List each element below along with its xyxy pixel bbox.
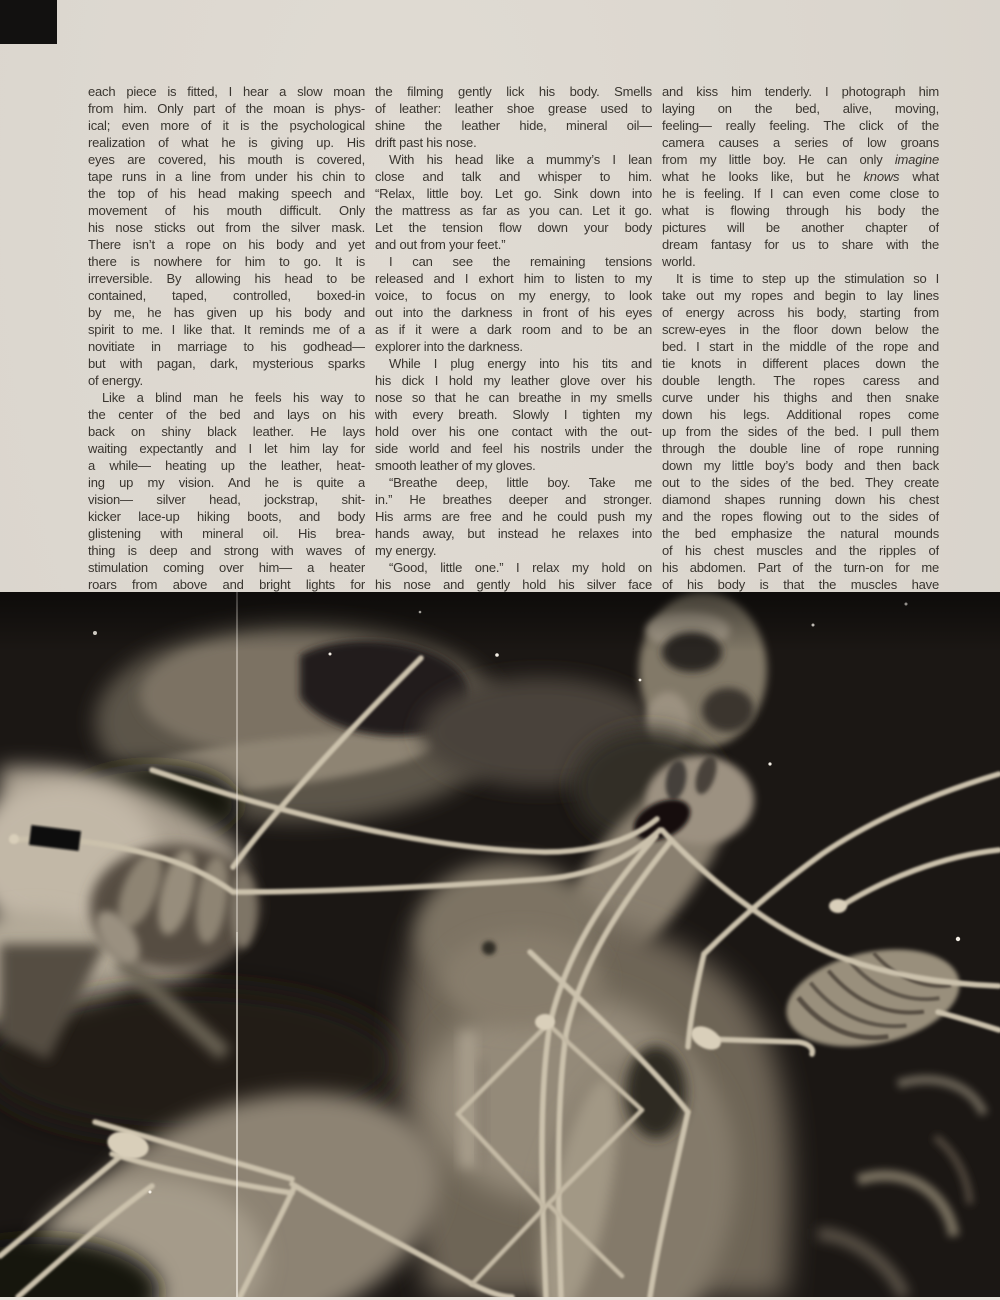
text-line: pictures will be another chapter of: [662, 220, 939, 235]
text-line: his nose sticks out from the silver mask.: [88, 220, 365, 235]
text-line: and out from your feet.”: [375, 237, 506, 252]
text-line: in.” He breathes deeper and stronger.: [375, 492, 652, 507]
text-line: screw-eyes in the floor down below the: [662, 322, 939, 337]
text-line: Let the tension flow down your body: [375, 220, 652, 235]
text-line: the top of his head making speech and: [88, 186, 365, 201]
text-line: feeling— really feeling. The click of the: [662, 118, 939, 133]
text-line: Like a blind man he feels his way to: [102, 390, 365, 405]
text-line: diamond shapes running down his chest: [662, 492, 939, 507]
text-line: laying on the bed, alive, moving,: [662, 101, 939, 116]
text-line: there is nowhere for him to go. It is: [88, 254, 365, 269]
text-line: novitiate in marriage to his godhead—: [88, 339, 365, 354]
text-line: as if it were a dark room and to be an: [375, 322, 652, 337]
text-line: realization of what he is giving up. His: [88, 135, 365, 150]
text-line: out into the darkness in front of his eyes: [375, 305, 652, 320]
text-line: irreversible. By allowing his head to be: [88, 271, 365, 286]
text-line: thing is deep and strong with waves of: [88, 543, 365, 558]
text-line: through the double line of rope running: [662, 441, 939, 456]
text-line: of his body is that the muscles have: [662, 577, 939, 592]
text-line: camera causes a series of low groans: [662, 135, 939, 150]
article-column-1: [88, 83, 365, 593]
text-line: down my little boy’s body and then back: [662, 458, 939, 473]
text-line: of energy.: [88, 373, 143, 388]
text-line: take out my ropes and begin to lay lines: [662, 288, 939, 303]
article-column-2: [375, 83, 652, 593]
text-line: explorer into the darkness.: [375, 339, 523, 354]
text-line: While I plug energy into his tits and: [389, 356, 652, 371]
text-line: a while— heating up the leather, heat-: [88, 458, 365, 473]
text-line: back on shiny black leather. He lays: [88, 424, 365, 439]
text-line: It is time to step up the stimulation so I: [676, 271, 939, 286]
text-line: what is flowing through his body the: [662, 203, 939, 218]
scan-corner-mark: [0, 0, 57, 44]
text-line: and kiss him tenderly. I photograph him: [662, 84, 939, 99]
text-line: and the ropes flowing out to the sides of: [662, 509, 939, 524]
text-line: curve under his thighs and then snake: [662, 390, 939, 405]
text-line: movement of his mouth difficult. Only: [88, 203, 365, 218]
text-line: with every breath. Slowly I tighten my: [375, 407, 652, 422]
text-line: “Breathe deep, little boy. Take me: [389, 475, 652, 490]
text-line: his dick I hold my leather glove over his: [375, 373, 652, 388]
text-line: voice, to focus on my energy, to look: [375, 288, 652, 303]
text-line: side world and feel his nostrils under the: [375, 441, 652, 456]
text-line: close and talk and whisper to him.: [375, 169, 652, 184]
text-line: hold over his one contact with the out-: [375, 424, 652, 439]
text-line: from my little boy. He can only imagine: [662, 152, 939, 167]
text-line: he is feeling. If I can even come close to: [662, 186, 939, 201]
photo-artwork: [0, 592, 1000, 1297]
text-line: waiting expectantly and I let him lay for: [88, 441, 365, 456]
text-line: his abdomen. Part of the turn-on for me: [662, 560, 939, 575]
text-line: nose so that he can breathe in my smells: [375, 390, 652, 405]
text-line: vision— silver head, jockstrap, shit-: [88, 492, 365, 507]
text-line: down his legs. Additional ropes come: [662, 407, 939, 422]
text-line: There isn’t a rope on his body and yet: [88, 237, 365, 252]
text-line: the bed emphasize the natural mounds: [662, 526, 939, 541]
text-line: world.: [662, 254, 696, 269]
text-line: With his head like a mummy’s I lean: [389, 152, 652, 167]
text-line: hands away, but instead he relaxes into: [375, 526, 652, 541]
text-line: of his chest muscles and the ripples of: [662, 543, 939, 558]
text-line: of leather: leather shoe grease used to: [375, 101, 652, 116]
text-line: I can see the remaining tensions: [389, 254, 652, 269]
text-line: up from the sides of the bed. I pull them: [662, 424, 939, 439]
text-line: “Relax, little boy. Let go. Sink down into: [375, 186, 652, 201]
text-line: his nose and gently hold his silver face: [375, 577, 652, 592]
text-line: of energy across his body, starting from: [662, 305, 939, 320]
text-line: contained, taped, controlled, boxed-in: [88, 288, 365, 303]
text-line: eyes are covered, his mouth is covered,: [88, 152, 365, 167]
text-line: drift past his nose.: [375, 135, 477, 150]
text-line: my energy.: [375, 543, 437, 558]
text-line: released and I exhort him to listen to my: [375, 271, 652, 286]
text-line: ing up my vision. And he is quite a: [88, 475, 365, 490]
text-line: ical; even more of it is the psychological: [88, 118, 365, 133]
text-line: “Good, little one.” I relax my hold on: [389, 560, 652, 575]
text-line: His arms are free and he could push my: [375, 509, 652, 524]
text-line: dream fantasy for us to share with the: [662, 237, 939, 252]
text-line: glistening with mineral oil. His brea-: [88, 526, 365, 541]
text-line: each piece is fitted, I hear a slow moan: [88, 84, 365, 99]
text-line: what he looks like, but he knows what: [662, 169, 939, 184]
text-line: stimulation coming over him— a heater: [88, 560, 365, 575]
text-line: but with pagan, dark, mysterious sparks: [88, 356, 365, 371]
text-line: roars from above and bright lights for: [88, 577, 365, 592]
text-line: bed. I start in the middle of the rope and: [662, 339, 939, 354]
article-column-3: [662, 83, 939, 593]
text-line: out to the sides of the bed. They create: [662, 475, 939, 490]
text-line: double length. The ropes caress and: [662, 373, 939, 388]
text-line: from him. Only part of the moan is phys-: [88, 101, 365, 116]
text-line: tie knots in different places down the: [662, 356, 939, 371]
text-line: by me, he has given up his body and: [88, 305, 365, 320]
text-line: spirit to me. I like that. It reminds me of a: [88, 322, 365, 337]
text-line: tape runs in a line from under his chin to: [88, 169, 365, 184]
text-line: kicker lace-up hiking boots, and body: [88, 509, 365, 524]
text-line: smooth leather of my gloves.: [375, 458, 536, 473]
text-line: the mattress as far as you can. Let it go.: [375, 203, 652, 218]
text-line: the filming gently lick his body. Smells: [375, 84, 652, 99]
text-line: the center of the bed and lays on his: [88, 407, 365, 422]
bondage-photograph: [0, 592, 1000, 1297]
text-line: shine the leather hide, mineral oil—: [375, 118, 652, 133]
